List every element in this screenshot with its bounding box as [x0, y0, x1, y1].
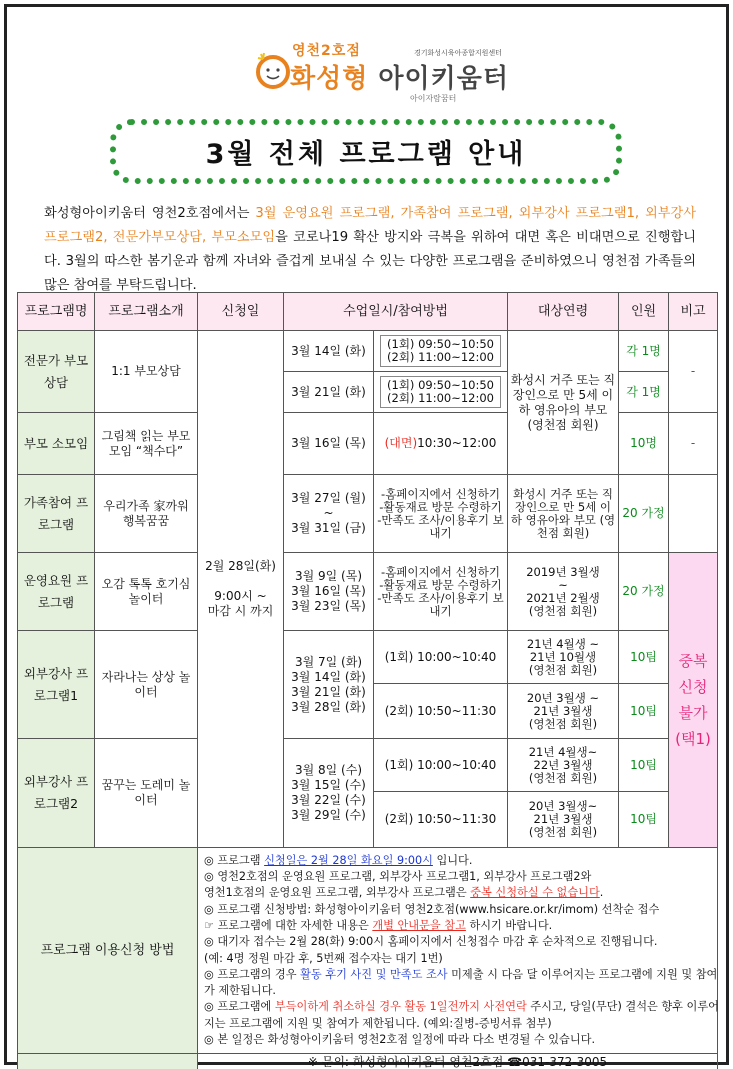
org-name: 경기화성시육아종합지원센터 [414, 49, 502, 57]
contact-line: ※ 문의: 화성형아이키움터 영천2호점 ☎031-372-3005 [198, 1054, 718, 1069]
program-intro-group: 그림책 읽는 부모모임 “책수다” [95, 413, 198, 475]
contact-spacer [18, 1054, 198, 1069]
program-name-group: 부모 소모임 [18, 413, 95, 475]
group-cap: 10명 [619, 413, 669, 475]
header-program-name: 프로그램명 [18, 293, 95, 331]
group-time: (대면)10:30~12:00 [374, 413, 508, 475]
note-4b: (예: 4명 정원 마감 후, 5번째 접수자는 대기 1번) [204, 951, 443, 965]
family-dates: 3월 27일 (월) ~ 3월 31일 (금) [284, 475, 374, 553]
note-5: ◎ 프로그램의 경우 활동 후기 사진 및 만족도 조사 미제출 시 다음 달 이루어지는 프로그램에 지원 및 참여 [204, 967, 718, 981]
family-target: 화성시 거주 또는 직장인으로 만 5세 이하 영유아와 부모 (영천점 회원) [508, 475, 619, 553]
page-title: 3월 전체 프로그램 안내 [205, 139, 527, 170]
note-6: ◎ 프로그램에 부득이하게 취소하실 경우 활동 1일전까지 사전연락 주시고, 당일(무단) 결석은 향후 이루어 [204, 1000, 719, 1014]
header-capacity: 인원 [619, 293, 669, 331]
header-target-age: 대상연령 [508, 293, 619, 331]
note-3b: ☞ 프로그램에 대한 자세한 내용은 개별 안내문을 참고 하시기 바랍니다. [204, 918, 553, 932]
brand-name: 화성형 아이키움터 [290, 64, 510, 94]
program-intro-ext1: 자라나는 상상 놀이터 [95, 631, 198, 739]
family-method: -홈페이지에서 신청하기 -활동재료 방문 수령하기 -만족도 조사/이용후기 보내기 [374, 475, 508, 553]
consult-date-1: 3월 14일 (화) [284, 331, 374, 372]
ext1-time-2: (2회) 10:50~11:30 [374, 684, 508, 739]
staff-dates: 3월 9일 (목) 3월 16일 (목) 3월 23일 (목) [284, 553, 374, 631]
note-2: ◎ 영천2호점의 운영요원 프로그램, 외부강사 프로그램1, 외부강사 프로그램2와 [204, 870, 592, 884]
program-intro-family: 우리가족 家까워 행복꿈꿈 [95, 475, 198, 553]
ext2-cap-2: 10팀 [619, 792, 669, 848]
ext2-dates: 3월 8일 (수) 3월 15일 (수) 3월 22일 (수) 3월 29일 (수) [284, 739, 374, 848]
consult-note: - [669, 331, 718, 413]
program-table [17, 292, 718, 1069]
consult-cap-2: 각 1명 [619, 372, 669, 413]
ext1-time-1: (1회) 10:00~10:40 [374, 631, 508, 684]
header-schedule: 수업일시/참여방법 [284, 293, 508, 331]
notes-body [198, 848, 718, 1054]
group-note: - [669, 413, 718, 475]
ext2-target-2: 20년 3월생~ 21년 3월생 (영천점 회원) [508, 792, 619, 848]
ext2-target-1: 21년 4월생~ 22년 3월생 (영천점 회원) [508, 739, 619, 792]
brand-slogan: 아이자람꿈터 [410, 94, 457, 103]
program-intro-ext2: 꿈꾸는 도레미 놀이터 [95, 739, 198, 848]
staff-target: 2019년 3월생 ~ 2021년 2월생 (영천점 회원) [508, 553, 619, 631]
ext1-cap-2: 10팀 [619, 684, 669, 739]
consult-time-1: (1회) 09:50~10:50 (2회) 11:00~12:00 [374, 331, 508, 372]
note-3: ◎ 프로그램 신청방법: 화성형아이키움터 영천2호점(www.hsicare.or.kr/imom) 선착순 접수 [204, 902, 660, 916]
intro-highlight: 3월 운영요원 프로그램, 가족참여 프로그램, 외부강사 프로그램1, 외부강사 프로그램2, 전문가부모상담, 부모소모임 [44, 206, 696, 245]
title-box [110, 119, 622, 184]
note-6b: 지는 프로그램에 지원 및 참여가 제한됩니다. (예외:질병-증빙서류 첨부) [204, 1016, 552, 1030]
consult-date-2: 3월 21일 (화) [284, 372, 374, 413]
intro-paragraph: 화성형아이키움터 영천2호점에서는 3월 운영요원 프로그램, 가족참여 프로그램, 외부강사 프로그램1, 외부강사 프로그램2, 전문가부모상담, 부모소모임을 코로나19 확산 방지와 극복을 위하여 대면 혹은 비대면으로 진행합니다. 3월의 따스한 봄기운과 함께 자녀와 즐겁게 보내실 수 있는 다양한 프로그램을 준비하였으니 영천점 가족들의 많은 참여를 부탁드립니다. [44, 206, 697, 293]
group-date: 3월 16일 (목) [284, 413, 374, 475]
ext2-time-2: (2회) 10:50~11:30 [374, 792, 508, 848]
ext2-time-1: (1회) 10:00~10:40 [374, 739, 508, 792]
header-note: 비고 [669, 293, 718, 331]
notes-label: 프로그램 이용신청 방법 [18, 848, 198, 1054]
staff-method: -홈페이지에서 신청하기 -활동재료 방문 수령하기 -만족도 조사/이용후기 보내기 [374, 553, 508, 631]
program-intro-staff: 오감 톡톡 호기심 놀이터 [95, 553, 198, 631]
ext1-target-1: 21년 4월생 ~ 21년 10월생 (영천점 회원) [508, 631, 619, 684]
program-name-ext1: 외부강사 프로그램1 [18, 631, 95, 739]
program-name-family: 가족참여 프로그램 [18, 475, 95, 553]
program-name-staff: 운영요원 프로그램 [18, 553, 95, 631]
apply-date-cell: 2월 28일(화) 9:00시 ~ 마감 시 까지 [198, 331, 284, 848]
program-name-ext2: 외부강사 프로그램2 [18, 739, 95, 848]
kid-face-logo-icon [255, 50, 291, 90]
ext1-dates: 3월 7일 (화) 3월 14일 (화) 3월 21일 (화) 3월 28일 (화) [284, 631, 374, 739]
note-5b: 가 제한됩니다. [204, 984, 276, 998]
consult-cap-1: 각 1명 [619, 331, 669, 372]
ext1-cap-1: 10팀 [619, 631, 669, 684]
staff-cap: 20 가정 [619, 553, 669, 631]
note-1: ◎ 프로그램 신청일은 2월 28일 화요일 9:00시 입니다. [204, 853, 473, 867]
ext-note-badge: 중복 신청 불가 (택1) [669, 553, 718, 848]
program-name-consult: 전문가 부모상담 [18, 331, 95, 413]
consult-time-2: (1회) 09:50~10:50 (2회) 11:00~12:00 [374, 372, 508, 413]
program-intro-consult: 1:1 부모상담 [95, 331, 198, 413]
family-cap: 20 가정 [619, 475, 669, 553]
family-note [669, 475, 718, 553]
ext2-cap-1: 10팀 [619, 739, 669, 792]
header-apply-date: 신청일 [198, 293, 284, 331]
note-2b: 영천1호점의 운영요원 프로그램, 외부강사 프로그램은 중복 신청하실 수 없습니다. [204, 886, 604, 900]
target-shared-parents: 화성시 거주 또는 직장인으로 만 5세 이하 영유아의 부모 (영천점 회원) [508, 331, 619, 475]
header-program-intro: 프로그램소개 [95, 293, 198, 331]
ext1-target-2: 20년 3월생 ~ 21년 3월생 (영천점 회원) [508, 684, 619, 739]
note-4: ◎ 대기자 접수는 2월 28(화) 9:00시 홈페이지에서 신청접수 마감 후 순차적으로 진행됩니다. [204, 935, 658, 949]
branch-name: 영천2호점 [292, 43, 361, 59]
note-7: ◎ 본 일정은 화성형아이키움터 영천2호점 일정에 따라 다소 변경될 수 있습니다. [204, 1032, 596, 1046]
